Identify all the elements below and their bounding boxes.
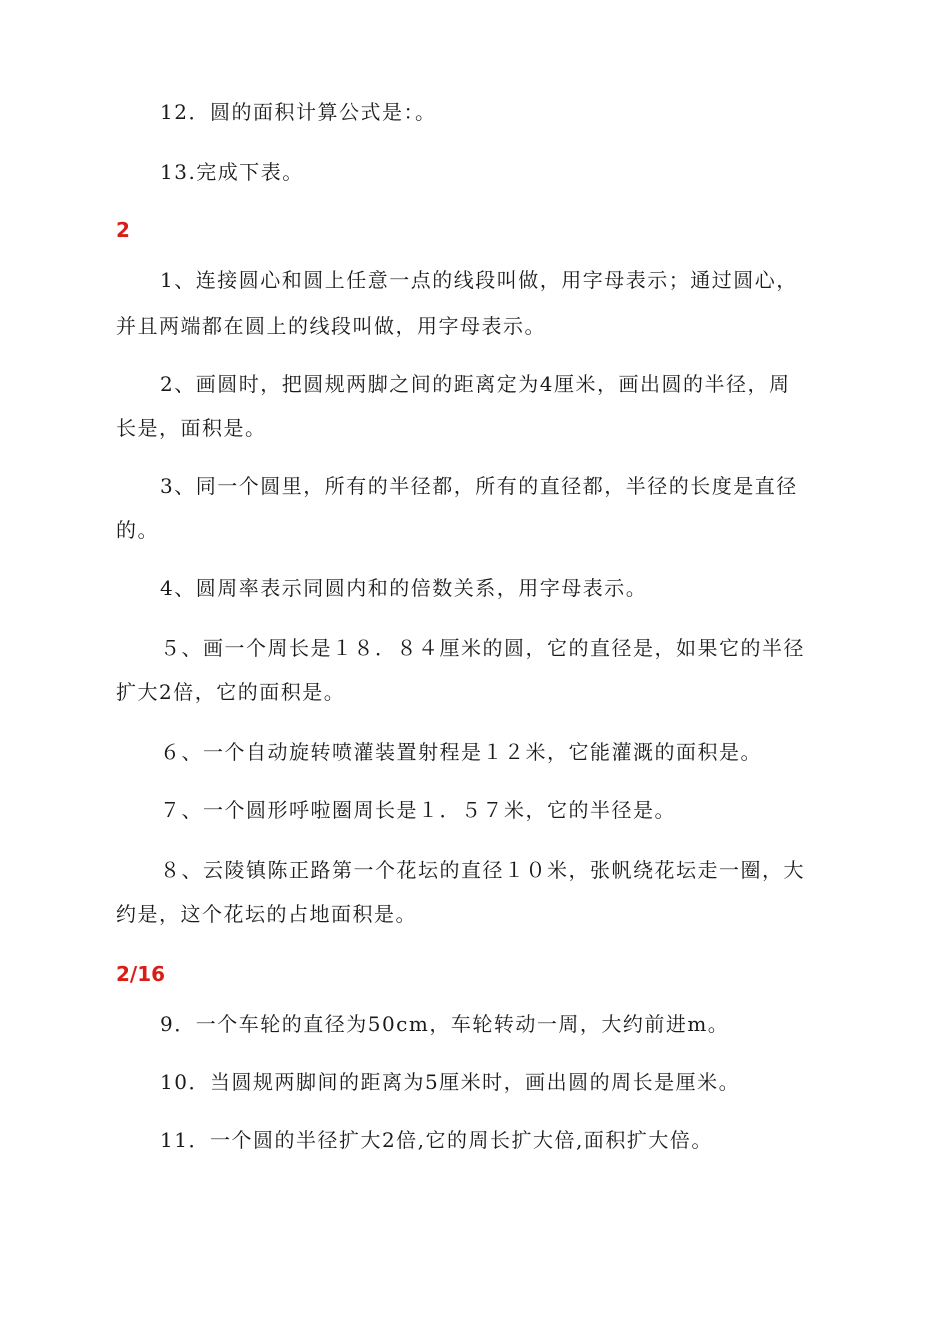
question-13: 13.完成下表。 [160, 160, 304, 184]
question-9: 9．一个车轮的直径为50cm，车轮转动一周，大约前进m。 [160, 1012, 730, 1036]
question-1-line-2: 并且两端都在圆上的线段叫做，用字母表示。 [116, 314, 546, 338]
question-1-line-1: 1、连接圆心和圆上任意一点的线段叫做，用字母表示；通过圆心， [160, 268, 798, 292]
question-3-line-1: 3、同一个圆里，所有的半径都，所有的直径都，半径的长度是直径 [160, 474, 798, 498]
question-6: ６、一个自动旋转喷灌装置射程是１２米，它能灌溉的面积是。 [160, 740, 762, 764]
question-2-line-2: 长是，面积是。 [116, 416, 267, 440]
question-4: 4、圆周率表示同圆内和的倍数关系，用字母表示。 [160, 576, 648, 600]
question-11: 11．一个圆的半径扩大2倍,它的周长扩大倍,面积扩大倍。 [160, 1128, 713, 1152]
question-5-line-1: ５、画一个周长是１８．８４厘米的圆，它的直径是，如果它的半径 [160, 636, 805, 660]
question-2-line-1: 2、画圆时，把圆规两脚之间的距离定为4厘米，画出圆的半径，周 [160, 372, 791, 396]
question-5-line-2: 扩大2倍，它的面积是。 [116, 680, 346, 704]
page-marker-2-16: 2/16 [116, 962, 166, 986]
question-10: 10．当圆规两脚间的距离为5厘米时，画出圆的周长是厘米。 [160, 1070, 741, 1094]
question-8-line-2: 约是，这个花坛的占地面积是。 [116, 902, 417, 926]
question-7: ７、一个圆形呼啦圈周长是１．５７米，它的半径是。 [160, 798, 676, 822]
page-marker-2: 2 [116, 218, 130, 242]
question-12: 12．圆的面积计算公式是：。 [160, 100, 437, 124]
question-3-line-2: 的。 [116, 518, 159, 542]
question-8-line-1: ８、云陵镇陈正路第一个花坛的直径１０米，张帆绕花坛走一圈，大 [160, 858, 805, 882]
